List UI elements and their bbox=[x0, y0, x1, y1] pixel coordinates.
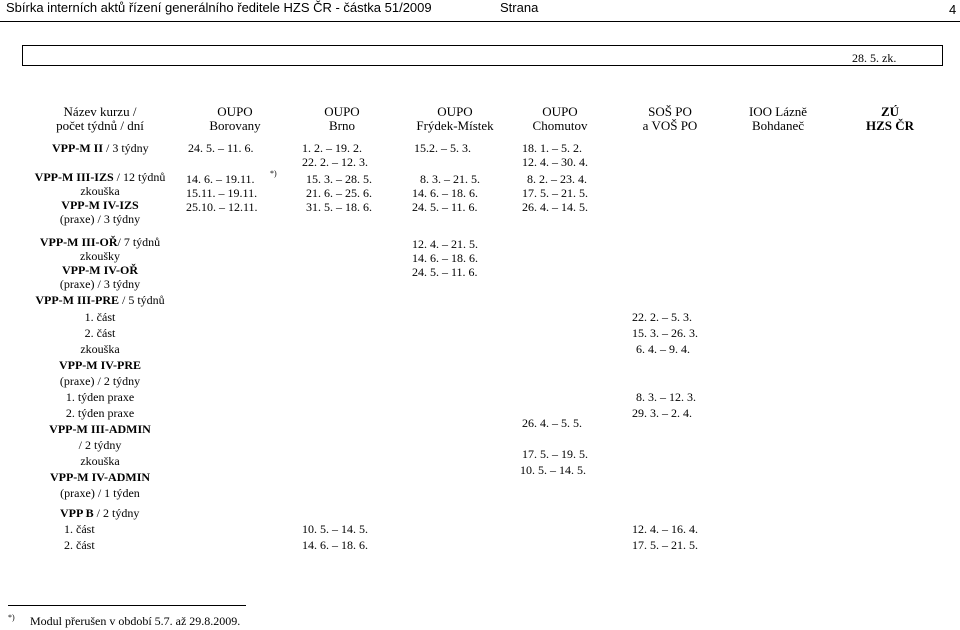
course-pre-6: (praxe) / 2 týdny bbox=[59, 374, 141, 388]
course-izs-3: VPP-M IV-IZS bbox=[61, 198, 139, 212]
course-admin-1: VPP-M III-ADMIN bbox=[49, 422, 151, 436]
vppm-ii-brno-2: 22. 2. – 12. 3. bbox=[302, 155, 368, 169]
course-vppm-ii: VPP-M II / 3 týdny bbox=[52, 141, 149, 155]
izs-frydek-1: 8. 3. – 21. 5. bbox=[420, 172, 480, 186]
course-izs-1: VPP-M III-IZS / 12 týdnů bbox=[34, 170, 166, 184]
course-pre-2: 1. část bbox=[84, 310, 116, 324]
admin-chomutov-1: 26. 4. – 5. 5. bbox=[522, 416, 582, 430]
izs-chomutov-2: 17. 5. – 21. 5. bbox=[522, 186, 588, 200]
footnote-rule bbox=[8, 605, 246, 606]
note-box-bottom bbox=[22, 65, 943, 66]
vppm-ii-chomutov-1: 18. 1. – 5. 2. bbox=[522, 141, 582, 155]
course-pre-3: 2. část bbox=[84, 326, 116, 340]
izs-borovany-3: 25.10. – 12.11. bbox=[186, 200, 258, 214]
or-frydek-1: 12. 4. – 21. 5. bbox=[412, 237, 478, 251]
pre-sos-2: 15. 3. – 26. 3. bbox=[632, 326, 698, 340]
note-box-right bbox=[942, 45, 943, 65]
course-vppb-2: 1. část bbox=[64, 522, 95, 536]
course-pre-1: VPP-M III-PRE / 5 týdnů bbox=[35, 293, 165, 307]
col-header-zu: ZÚ HZS ČR bbox=[865, 104, 915, 133]
vppb-sos-2: 17. 5. – 21. 5. bbox=[632, 538, 698, 552]
course-admin-5: (praxe) / 1 týden bbox=[60, 486, 140, 500]
col-header-course: Název kurzu / počet týdnů / dní bbox=[56, 104, 144, 133]
izs-borovany-2: 15.11. – 19.11. bbox=[186, 186, 258, 200]
course-or-2: zkoušky bbox=[80, 249, 120, 263]
vppb-brno-1: 10. 5. – 14. 5. bbox=[302, 522, 368, 536]
izs-chomutov-1: 8. 2. – 23. 4. bbox=[527, 172, 587, 186]
or-frydek-3: 24. 5. – 11. 6. bbox=[412, 265, 478, 279]
note-box-left bbox=[22, 45, 23, 65]
strana-label: Strana bbox=[500, 0, 539, 15]
footnote-mark: *) bbox=[8, 613, 15, 622]
course-admin-2: / 2 týdny bbox=[78, 438, 122, 452]
col-header-frydek: OUPO Frýdek-Místek bbox=[416, 104, 494, 133]
course-or-3: VPP-M IV-OŘ bbox=[61, 263, 139, 277]
course-admin-4: VPP-M IV-ADMIN bbox=[49, 470, 151, 484]
vppm-ii-chomutov-2: 12. 4. – 30. 4. bbox=[522, 155, 588, 169]
izs-borovany-mark: *) bbox=[270, 169, 277, 178]
course-izs-2: zkouška bbox=[80, 184, 120, 198]
course-pre-8: 2. týden praxe bbox=[65, 406, 135, 420]
pre-sos-5: 29. 3. – 2. 4. bbox=[632, 406, 692, 420]
col-header-borovany: OUPO Borovany bbox=[209, 104, 261, 133]
izs-borovany-1: 14. 6. – 19.11. bbox=[186, 172, 255, 186]
course-admin-3: zkouška bbox=[80, 454, 120, 468]
admin-chomutov-3: 10. 5. – 14. 5. bbox=[520, 463, 586, 477]
course-izs-4: (praxe) / 3 týdny bbox=[59, 212, 141, 226]
col-header-sos: SOŠ PO a VOŠ PO bbox=[642, 104, 698, 133]
izs-frydek-2: 14. 6. – 18. 6. bbox=[412, 186, 478, 200]
top-note: 28. 5. zk. bbox=[852, 51, 897, 65]
page-number: 4 bbox=[949, 2, 957, 17]
izs-frydek-3: 24. 5. – 11. 6. bbox=[412, 200, 478, 214]
vppb-sos-1: 12. 4. – 16. 4. bbox=[632, 522, 698, 536]
izs-chomutov-3: 26. 4. – 14. 5. bbox=[522, 200, 588, 214]
footnote-text: Modul přerušen v období 5.7. až 29.8.2009. bbox=[30, 614, 241, 628]
izs-brno-2: 21. 6. – 25. 6. bbox=[306, 186, 372, 200]
course-vppb-1: VPP B / 2 týdny bbox=[60, 506, 140, 520]
course-pre-4: zkouška bbox=[80, 342, 120, 356]
pre-sos-3: 6. 4. – 9. 4. bbox=[636, 342, 690, 356]
document-title: Sbírka interních aktů řízení generálního ředitele HZS ČR - částka 51/2009 bbox=[6, 0, 432, 15]
course-pre-5: VPP-M IV-PRE bbox=[58, 358, 142, 372]
course-or-4: (praxe) / 3 týdny bbox=[59, 277, 141, 291]
col-header-ioo: IOO Lázně Bohdaneč bbox=[748, 104, 808, 133]
admin-chomutov-2: 17. 5. – 19. 5. bbox=[522, 447, 588, 461]
note-box-top bbox=[22, 45, 943, 46]
col-header-chomutov: OUPO Chomutov bbox=[532, 104, 588, 133]
izs-brno-1: 15. 3. – 28. 5. bbox=[306, 172, 372, 186]
pre-sos-4: 8. 3. – 12. 3. bbox=[636, 390, 696, 404]
or-frydek-2: 14. 6. – 18. 6. bbox=[412, 251, 478, 265]
header-rule bbox=[0, 21, 960, 22]
course-pre-7: 1. týden praxe bbox=[65, 390, 135, 404]
course-vppb-3: 2. část bbox=[64, 538, 95, 552]
col-header-brno: OUPO Brno bbox=[324, 104, 360, 133]
izs-brno-3: 31. 5. – 18. 6. bbox=[306, 200, 372, 214]
vppm-ii-frydek: 15.2. – 5. 3. bbox=[414, 141, 471, 155]
course-or-1: VPP-M III-OŘ/ 7 týdnů bbox=[39, 235, 161, 249]
vppm-ii-brno-1: 1. 2. – 19. 2. bbox=[302, 141, 362, 155]
pre-sos-1: 22. 2. – 5. 3. bbox=[632, 310, 692, 324]
vppb-brno-2: 14. 6. – 18. 6. bbox=[302, 538, 368, 552]
vppm-ii-borovany: 24. 5. – 11. 6. bbox=[188, 141, 254, 155]
